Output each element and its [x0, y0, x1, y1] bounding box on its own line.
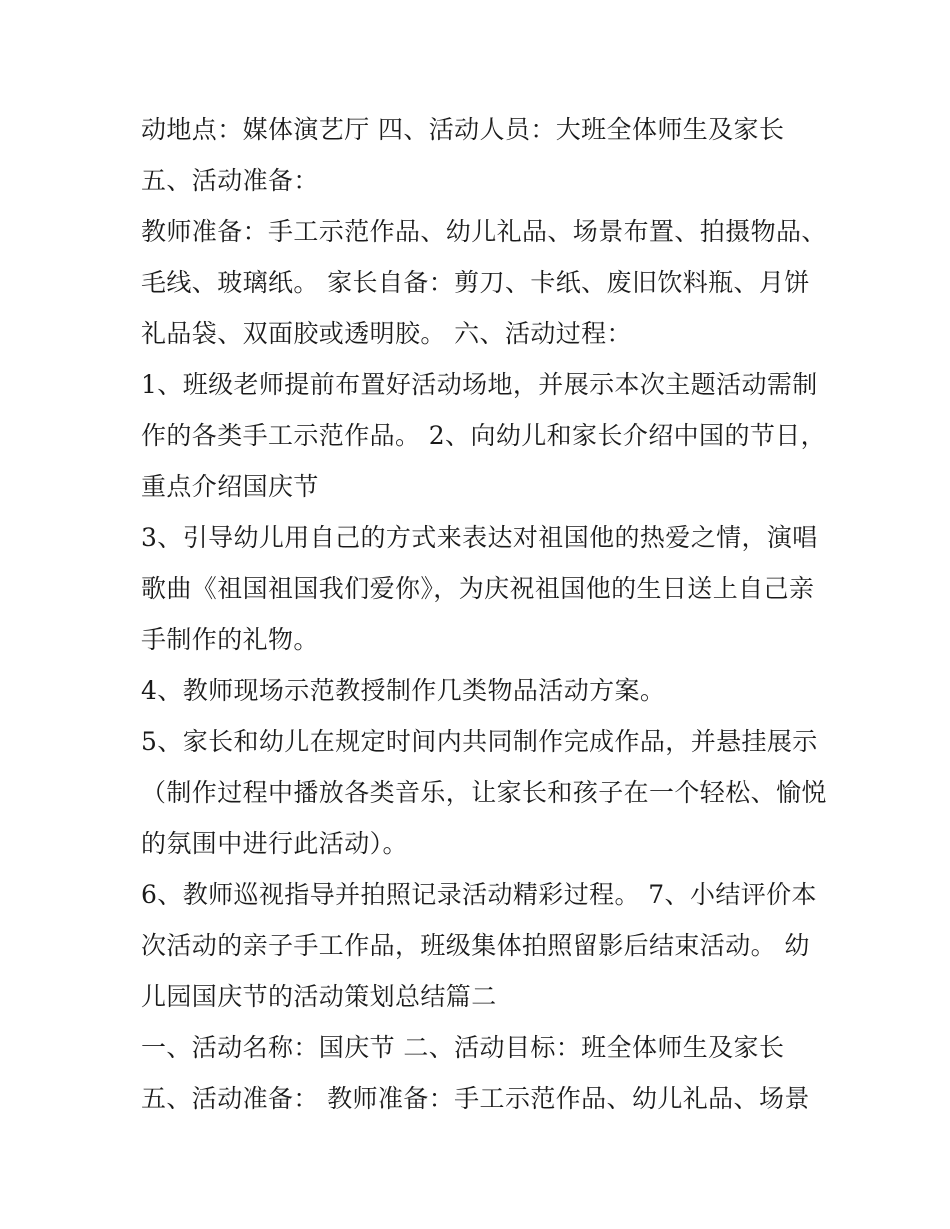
text-line: 4、教师现场示范教授制作几类物品活动方案。 [141, 676, 666, 705]
text-line: 动地点：媒体演艺厅 四、活动人员：大班全体师生及家长 [141, 115, 785, 144]
document-body [141, 104, 827, 1124]
text-line: 五、活动准备： [141, 166, 319, 195]
text-line: 一、活动名称：国庆节 二、活动目标：班全体师生及家长 [141, 1033, 785, 1062]
text-line: 重点介绍国庆节 [141, 472, 319, 501]
text-line: 毛线、玻璃纸。 家长自备：剪刀、卡纸、废旧饮料瓶、月饼 [141, 268, 810, 297]
text-line: 6、教师巡视指导并拍照记录活动精彩过程。 7、小结评价本 [141, 880, 817, 909]
text-line: （制作过程中播放各类音乐，让家长和孩子在一个轻松、愉悦 [141, 778, 827, 807]
text-line: 礼品袋、双面胶或透明胶。 六、活动过程： [141, 319, 632, 348]
text-line: 的氛围中进行此活动）。 [141, 829, 408, 858]
text-line: 五、活动准备： 教师准备：手工示范作品、幼儿礼品、场景 [141, 1084, 810, 1113]
text-line: 作的各类手工示范作品。 2、向幼儿和家长介绍中国的节日， [141, 421, 827, 450]
text-line: 5、家长和幼儿在规定时间内共同制作完成作品，并悬挂展示 [141, 727, 818, 756]
text-line: 手制作的礼物。 [141, 625, 319, 654]
text-line: 次活动的亲子手工作品，班级集体拍照留影后结束活动。 幼 [141, 931, 810, 960]
text-line: 3、引导幼儿用自己的方式来表达对祖国他的热爱之情，演唱 [141, 523, 818, 552]
text-line: 歌曲《祖国祖国我们爱你》，为庆祝祖国他的生日送上自己亲 [141, 574, 815, 603]
text-line: 儿园国庆节的活动策划总结篇二 [141, 982, 497, 1011]
text-line: 1、班级老师提前布置好活动场地，并展示本次主题活动需制 [141, 370, 818, 399]
text-line: 教师准备：手工示范作品、幼儿礼品、场景布置、拍摄物品、 [141, 217, 827, 246]
